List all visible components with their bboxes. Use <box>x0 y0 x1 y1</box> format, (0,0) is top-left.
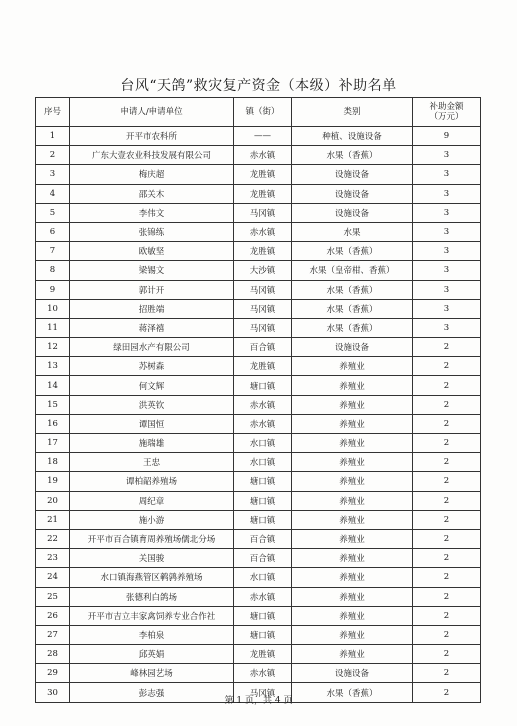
cell-amount: 3 <box>413 299 481 318</box>
cell-amount: 2 <box>413 434 481 453</box>
cell-category: 设施设备 <box>292 203 413 222</box>
cell-town: 龙胜镇 <box>234 242 292 261</box>
cell-category: 养殖业 <box>292 472 413 491</box>
cell-category: 设施设备 <box>292 664 413 683</box>
cell-category: 养殖业 <box>292 510 413 529</box>
cell-town: 百合镇 <box>234 529 292 548</box>
cell-town: 马冈镇 <box>234 318 292 337</box>
cell-applicant: 张德利白鸽场 <box>70 587 234 606</box>
cell-category: 水果（皇帝柑、香蕉） <box>292 261 413 280</box>
cell-town: 塘口镇 <box>234 376 292 395</box>
cell-amount: 2 <box>413 472 481 491</box>
cell-town: 百合镇 <box>234 549 292 568</box>
cell-category: 养殖业 <box>292 434 413 453</box>
cell-seq: 19 <box>36 472 70 491</box>
cell-applicant: 峰林园艺场 <box>70 664 234 683</box>
cell-town: 龙胜镇 <box>234 357 292 376</box>
cell-amount: 3 <box>413 146 481 165</box>
cell-amount: 3 <box>413 318 481 337</box>
table-row <box>36 664 481 683</box>
table-row <box>36 318 481 337</box>
cell-seq: 10 <box>36 299 70 318</box>
cell-seq: 17 <box>36 434 70 453</box>
cell-seq: 6 <box>36 222 70 241</box>
cell-town: 塘口镇 <box>234 491 292 510</box>
cell-applicant: 何文辉 <box>70 376 234 395</box>
cell-category: 设施设备 <box>292 184 413 203</box>
table-row <box>36 549 481 568</box>
table-row <box>36 376 481 395</box>
cell-amount: 2 <box>413 491 481 510</box>
cell-town: 赤水镇 <box>234 587 292 606</box>
cell-category: 水果 <box>292 222 413 241</box>
cell-category: 水果（香蕉） <box>292 683 413 702</box>
table-row <box>36 587 481 606</box>
cell-town: 马冈镇 <box>234 299 292 318</box>
cell-applicant: 欧敏坚 <box>70 242 234 261</box>
cell-town: 大沙镇 <box>234 261 292 280</box>
table-header-row <box>36 98 481 127</box>
cell-category: 养殖业 <box>292 529 413 548</box>
cell-amount: 3 <box>413 184 481 203</box>
cell-seq: 24 <box>36 568 70 587</box>
cell-town: 马冈镇 <box>234 683 292 702</box>
cell-amount: 3 <box>413 242 481 261</box>
cell-amount: 2 <box>413 683 481 702</box>
table-row <box>36 606 481 625</box>
cell-amount: 3 <box>413 165 481 184</box>
header-town: 镇（街） <box>234 98 292 127</box>
cell-amount: 3 <box>413 203 481 222</box>
cell-amount: 2 <box>413 664 481 683</box>
cell-seq: 30 <box>36 683 70 702</box>
cell-category: 设施设备 <box>292 165 413 184</box>
subsidy-table <box>35 97 481 703</box>
cell-town: 塘口镇 <box>234 625 292 644</box>
cell-applicant: 彭志强 <box>70 683 234 702</box>
cell-seq: 23 <box>36 549 70 568</box>
cell-town: 赤水镇 <box>234 414 292 433</box>
table-body <box>36 127 481 703</box>
cell-amount: 9 <box>413 127 481 146</box>
cell-seq: 4 <box>36 184 70 203</box>
table-row <box>36 491 481 510</box>
cell-applicant: 施小游 <box>70 510 234 529</box>
table-row <box>36 165 481 184</box>
cell-seq: 14 <box>36 376 70 395</box>
cell-applicant: 绿田园水产有限公司 <box>70 338 234 357</box>
cell-applicant: 开平市百合镇育周养殖场儒北分场 <box>70 529 234 548</box>
table-row <box>36 184 481 203</box>
cell-category: 水果（香蕉） <box>292 242 413 261</box>
cell-seq: 2 <box>36 146 70 165</box>
table-row <box>36 472 481 491</box>
table-row <box>36 261 481 280</box>
cell-seq: 12 <box>36 338 70 357</box>
cell-applicant: 郭计开 <box>70 280 234 299</box>
cell-seq: 1 <box>36 127 70 146</box>
cell-town: 龙胜镇 <box>234 645 292 664</box>
cell-applicant: 开平市农科所 <box>70 127 234 146</box>
cell-applicant: 梅庆超 <box>70 165 234 184</box>
cell-seq: 3 <box>36 165 70 184</box>
cell-town: 塘口镇 <box>234 472 292 491</box>
table-row <box>36 645 481 664</box>
cell-amount: 2 <box>413 587 481 606</box>
table-row <box>36 434 481 453</box>
table-row <box>36 280 481 299</box>
cell-applicant: 邱英娟 <box>70 645 234 664</box>
cell-seq: 5 <box>36 203 70 222</box>
cell-amount: 2 <box>413 568 481 587</box>
cell-town: 塘口镇 <box>234 510 292 529</box>
table-row <box>36 299 481 318</box>
cell-category: 养殖业 <box>292 625 413 644</box>
cell-amount: 2 <box>413 645 481 664</box>
cell-town: 龙胜镇 <box>234 184 292 203</box>
cell-seq: 20 <box>36 491 70 510</box>
cell-seq: 7 <box>36 242 70 261</box>
table-row <box>36 222 481 241</box>
cell-applicant: 王忠 <box>70 453 234 472</box>
cell-seq: 28 <box>36 645 70 664</box>
cell-applicant: 苏树森 <box>70 357 234 376</box>
page-footer: 第 1 页，共 4 页 <box>224 696 293 706</box>
table-row <box>36 453 481 472</box>
cell-applicant: 蒋泽禧 <box>70 318 234 337</box>
cell-applicant: 谭国恒 <box>70 414 234 433</box>
cell-amount: 3 <box>413 280 481 299</box>
table-row <box>36 127 481 146</box>
cell-town: 赤水镇 <box>234 146 292 165</box>
cell-amount: 2 <box>413 414 481 433</box>
table-row <box>36 395 481 414</box>
cell-town: 赤水镇 <box>234 664 292 683</box>
cell-town: 赤水镇 <box>234 222 292 241</box>
table-row <box>36 568 481 587</box>
cell-category: 养殖业 <box>292 606 413 625</box>
cell-seq: 26 <box>36 606 70 625</box>
cell-town: 百合镇 <box>234 338 292 357</box>
header-applicant: 申请人/申请单位 <box>70 98 234 127</box>
cell-category: 养殖业 <box>292 453 413 472</box>
cell-town: —— <box>234 127 292 146</box>
cell-category: 设施设备 <box>292 338 413 357</box>
document-title: 台风“天鸽”救灾复产资金（本级）补助名单 <box>120 78 397 94</box>
cell-seq: 15 <box>36 395 70 414</box>
table-row <box>36 242 481 261</box>
cell-town: 塘口镇 <box>234 606 292 625</box>
cell-applicant: 邵关木 <box>70 184 234 203</box>
cell-amount: 2 <box>413 529 481 548</box>
cell-seq: 9 <box>36 280 70 299</box>
cell-applicant: 周纪章 <box>70 491 234 510</box>
table-row <box>36 510 481 529</box>
cell-category: 水果（香蕉） <box>292 318 413 337</box>
cell-seq: 18 <box>36 453 70 472</box>
cell-category: 养殖业 <box>292 549 413 568</box>
cell-category: 养殖业 <box>292 395 413 414</box>
header-category: 类别 <box>292 98 413 127</box>
header-amount-line2: （万元） <box>429 112 464 122</box>
cell-amount: 2 <box>413 453 481 472</box>
cell-amount: 2 <box>413 357 481 376</box>
cell-category: 水果（香蕉） <box>292 299 413 318</box>
cell-applicant: 施瑞雄 <box>70 434 234 453</box>
cell-applicant: 李伟文 <box>70 203 234 222</box>
cell-applicant: 广东大壹农业科技发展有限公司 <box>70 146 234 165</box>
cell-amount: 2 <box>413 510 481 529</box>
table-row <box>36 414 481 433</box>
cell-seq: 21 <box>36 510 70 529</box>
cell-applicant: 谭柏韶养殖场 <box>70 472 234 491</box>
cell-applicant: 梁锡文 <box>70 261 234 280</box>
cell-town: 龙胜镇 <box>234 165 292 184</box>
cell-seq: 27 <box>36 625 70 644</box>
cell-category: 种植、设施设备 <box>292 127 413 146</box>
table-row <box>36 529 481 548</box>
cell-applicant: 张锦练 <box>70 222 234 241</box>
cell-category: 养殖业 <box>292 587 413 606</box>
cell-amount: 2 <box>413 338 481 357</box>
cell-town: 马冈镇 <box>234 203 292 222</box>
cell-seq: 22 <box>36 529 70 548</box>
cell-applicant: 关国骏 <box>70 549 234 568</box>
cell-seq: 11 <box>36 318 70 337</box>
cell-category: 养殖业 <box>292 414 413 433</box>
header-amount-line1: 补助金额 <box>429 102 464 112</box>
cell-category: 养殖业 <box>292 568 413 587</box>
cell-category: 养殖业 <box>292 491 413 510</box>
table-row <box>36 146 481 165</box>
cell-town: 水口镇 <box>234 453 292 472</box>
table-row <box>36 338 481 357</box>
table-row <box>36 625 481 644</box>
cell-town: 水口镇 <box>234 434 292 453</box>
cell-amount: 2 <box>413 376 481 395</box>
cell-seq: 8 <box>36 261 70 280</box>
cell-category: 水果（香蕉） <box>292 280 413 299</box>
cell-seq: 25 <box>36 587 70 606</box>
cell-applicant: 招胜端 <box>70 299 234 318</box>
cell-category: 养殖业 <box>292 376 413 395</box>
cell-category: 养殖业 <box>292 645 413 664</box>
cell-amount: 2 <box>413 625 481 644</box>
cell-town: 马冈镇 <box>234 280 292 299</box>
cell-town: 水口镇 <box>234 568 292 587</box>
cell-applicant: 洪英钦 <box>70 395 234 414</box>
table-row <box>36 203 481 222</box>
cell-category: 养殖业 <box>292 357 413 376</box>
cell-amount: 2 <box>413 395 481 414</box>
cell-seq: 29 <box>36 664 70 683</box>
cell-town: 赤水镇 <box>234 395 292 414</box>
cell-applicant: 开平市吉立丰家禽饲养专业合作社 <box>70 606 234 625</box>
cell-seq: 13 <box>36 357 70 376</box>
cell-category: 水果（香蕉） <box>292 146 413 165</box>
cell-amount: 3 <box>413 261 481 280</box>
cell-applicant: 水口镇海燕管区鹌鹑养殖场 <box>70 568 234 587</box>
table-row <box>36 357 481 376</box>
header-amount <box>413 98 481 127</box>
cell-amount: 2 <box>413 549 481 568</box>
cell-amount: 2 <box>413 606 481 625</box>
cell-seq: 16 <box>36 414 70 433</box>
cell-amount: 3 <box>413 222 481 241</box>
cell-applicant: 李柏泉 <box>70 625 234 644</box>
header-seq: 序号 <box>36 98 70 127</box>
